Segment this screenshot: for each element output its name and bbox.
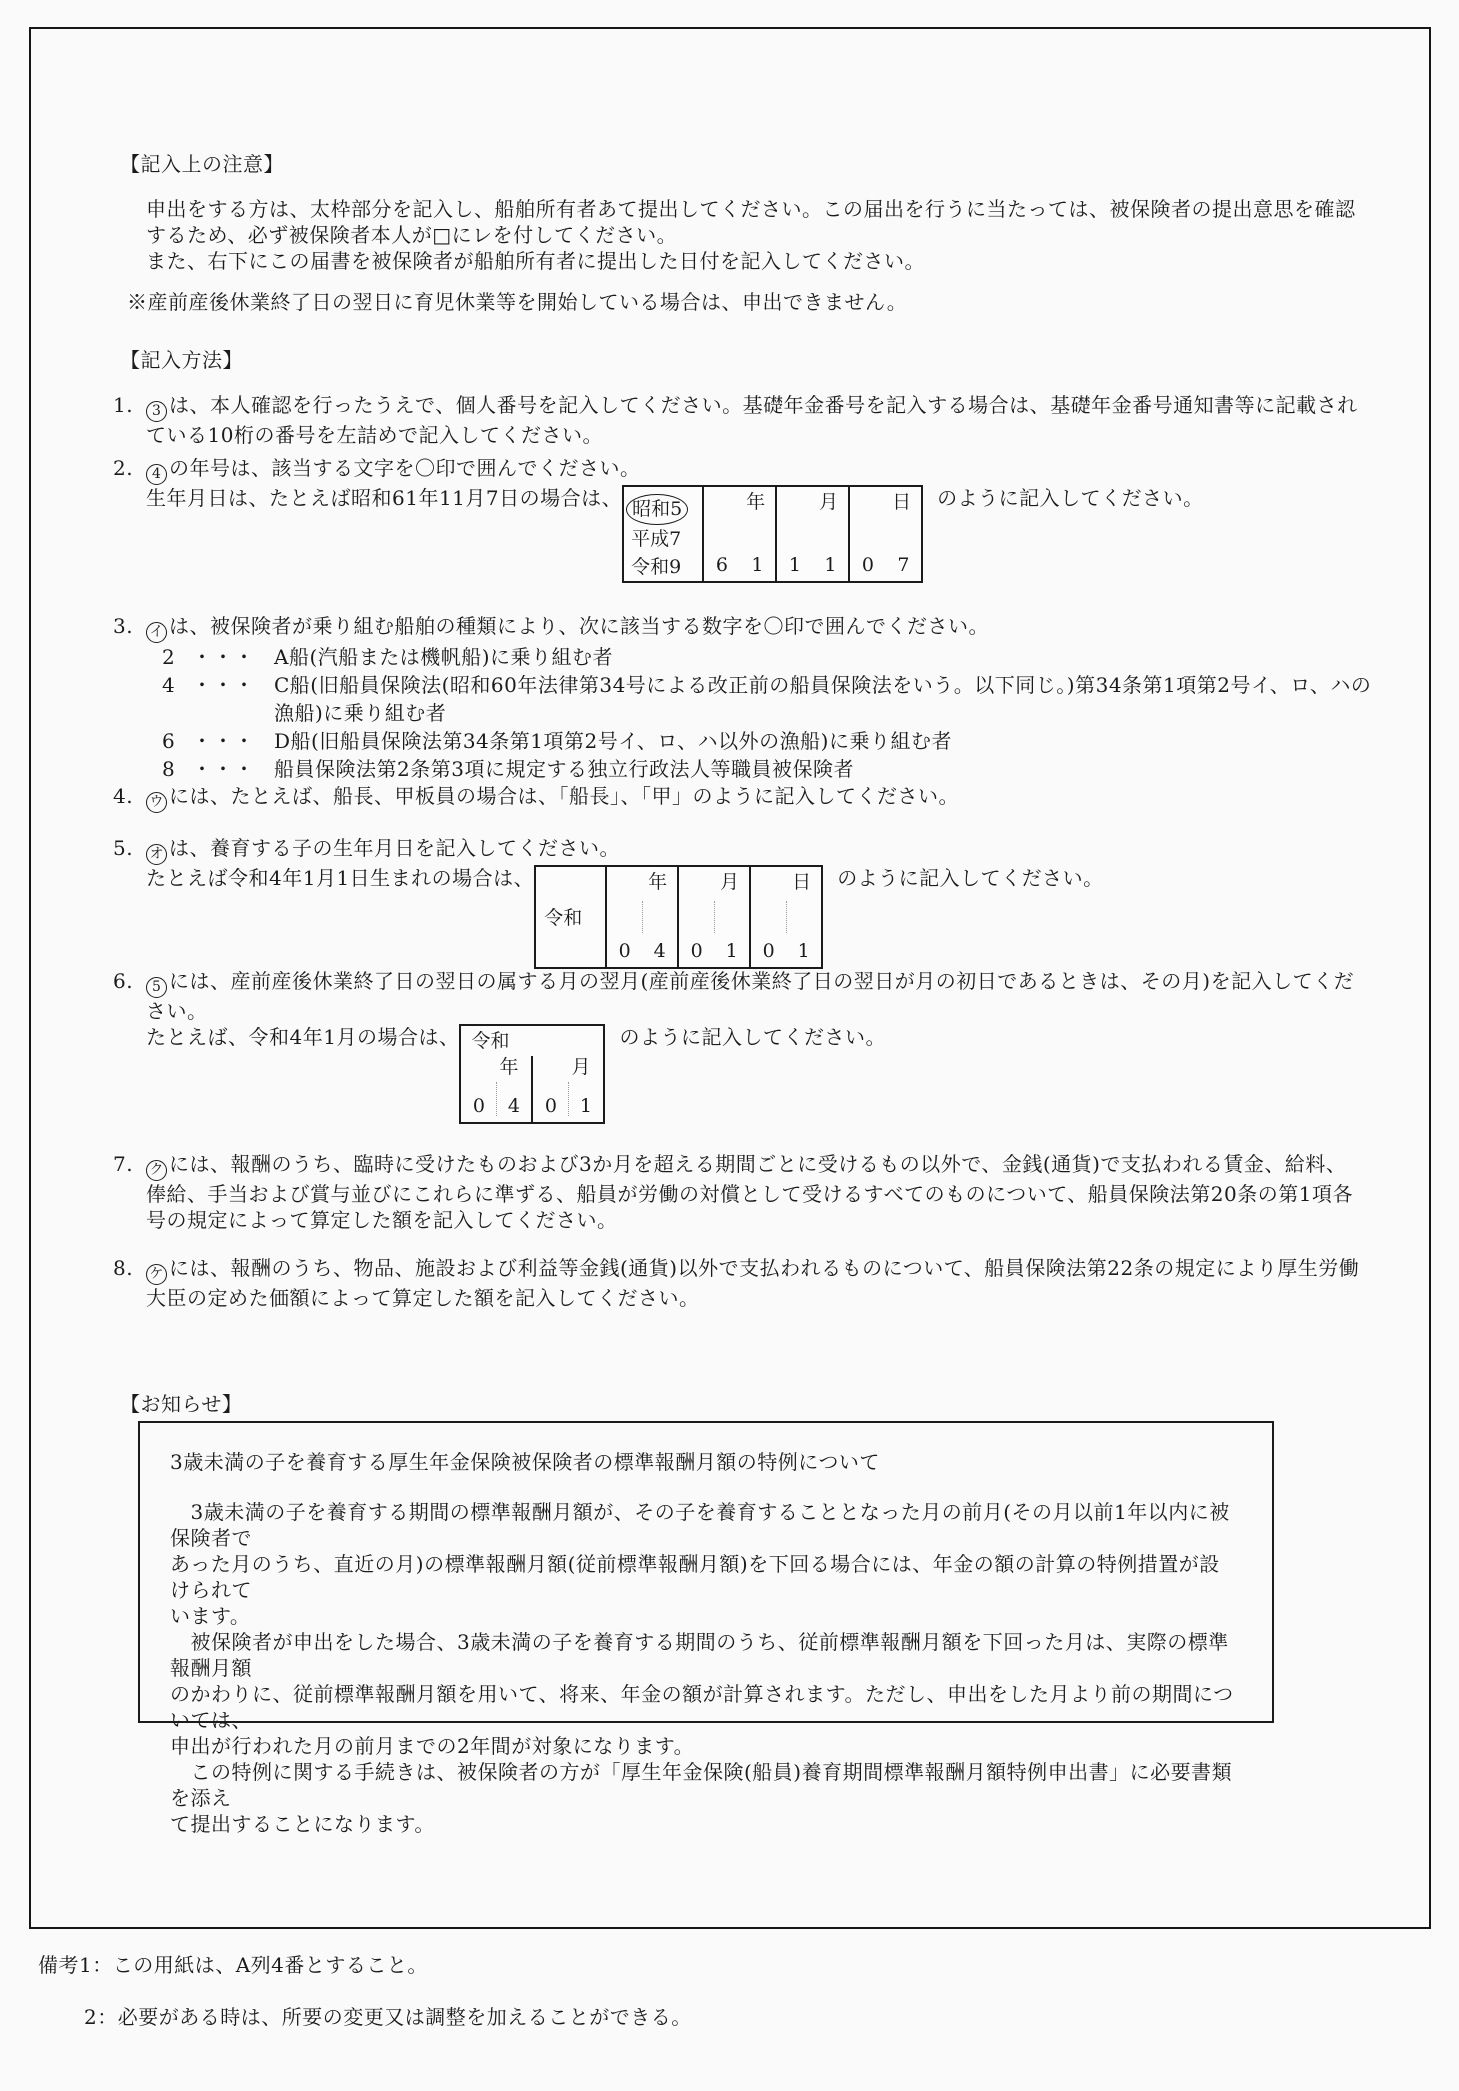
item-body: [146, 455, 1398, 583]
era-column: [624, 487, 702, 581]
option-number: 6: [162, 728, 176, 753]
item-text: 号の規定によって算定した額を記入してください。: [146, 1207, 618, 1232]
item-body: [146, 392, 1398, 448]
year-column: [605, 867, 677, 967]
item-text: 生年月日は、たとえば昭和61年11月7日の場合は、: [146, 485, 623, 510]
option-text: C船(旧船員保険法(昭和60年法律第34号による改正前の船員保険法をいう。以下同じ。)第34条第1項第2号イ、ロ、ハの 漁船)に乗り組む者: [274, 672, 1372, 725]
circled-marker-ke: ケ: [146, 1264, 167, 1285]
month-column: [531, 1056, 603, 1122]
item-text: のように記入してください。: [619, 1024, 886, 1049]
digit: 0: [544, 1094, 557, 1117]
caution-note: ※産前産後休業終了日の翌日に育児休業等を開始している場合は、申出できません。: [127, 290, 908, 314]
item-text: には、報酬のうち、臨時に受けたものおよび3か月を超える期間ごとに受けるもの以外で、金銭(通貨)で支払われる賃金、給料、: [169, 1152, 1347, 1176]
option-number: 4: [162, 672, 176, 697]
item-text: のように記入してください。: [937, 485, 1204, 510]
month-label: 月: [819, 490, 839, 513]
circled-marker-ku: ク: [146, 1160, 167, 1181]
item-number: 4.: [113, 784, 134, 808]
digit: 7: [897, 553, 910, 576]
circled-marker-3: 3: [146, 401, 167, 422]
item-number: 6.: [113, 969, 134, 993]
digit: 0: [762, 939, 775, 962]
item-number: 7.: [113, 1152, 134, 1176]
digit: 0: [861, 553, 874, 576]
method-item-1: [113, 392, 1398, 448]
option-text: 船員保険法第2条第3項に規定する独立行政法人等職員被保険者: [274, 756, 854, 781]
notice-line: この特例に関する手続きは、被保険者の方が「厚生年金保険(船員)養育期間標準報酬月額特例申出書」に必要書類を添え: [170, 1760, 1233, 1810]
notes-header: 【記入上の注意】: [120, 152, 284, 176]
item-text: たとえば、令和4年1月の場合は、: [146, 1024, 460, 1049]
item-text: には、産前産後休業終了日の翌日の属する月の翌月(産前産後休業終了日の翌日が月の初日であるときは、その月)を記入してくだ: [169, 969, 1355, 993]
notice-line: 3歳未満の子を養育する期間の標準報酬月額が、その子を養育することとなった月の前月(その月以前1年以内に被保険者で: [170, 1500, 1230, 1550]
item-body: [146, 835, 1398, 969]
item-text: のように記入してください。: [837, 865, 1104, 890]
month-label: 月: [720, 870, 740, 893]
day-column: [848, 487, 921, 581]
method-item-2: [113, 455, 1398, 583]
digit: 0: [618, 939, 631, 962]
method-header: 【記入方法】: [120, 348, 243, 372]
ship-type-option: [146, 755, 1398, 783]
era-column: [536, 867, 605, 967]
notes-line: 申出をする方は、太枠部分を記入し、船舶所有者あて提出してください。この届出を行うに当たっては、被保険者の提出意思を確認: [146, 197, 1356, 221]
item-text: は、被保険者が乗り組む船舶の種類により、次に該当する数字を〇印で囲んでください。: [169, 614, 989, 638]
item-number: 5.: [113, 836, 134, 860]
item-body: [146, 783, 1398, 813]
digit: 1: [788, 553, 801, 576]
era-reiwa: 令和9: [631, 555, 682, 578]
digit: 0: [690, 939, 703, 962]
notice-line: て提出することになります。: [170, 1812, 435, 1836]
digit: 4: [653, 939, 666, 962]
item-number: 1.: [113, 393, 134, 417]
option-text: D船(旧船員保険法第34条第1項第2号イ、ロ、ハ以外の漁船)に乗り組む者: [274, 728, 952, 753]
era-reiwa: 令和: [544, 907, 583, 929]
digit: 1: [824, 553, 837, 576]
digit: 1: [751, 553, 764, 576]
notice-box: [138, 1421, 1274, 1836]
circled-marker-4: 4: [146, 464, 167, 485]
month-column: [677, 867, 749, 967]
notice-title: 3歳未満の子を養育する厚生年金保険被保険者の標準報酬月額の特例について: [170, 1450, 880, 1474]
item-text: 俸給、手当および賞与並びにこれらに準ずる、船員が労働の対償として受けるすべてのものについて、船員保険法第20条の第1項各: [146, 1181, 1353, 1206]
digit: 1: [797, 939, 810, 962]
digit: 1: [579, 1094, 592, 1117]
circled-marker-5: 5: [146, 977, 167, 998]
item-number: 3.: [113, 614, 134, 638]
circled-era-showa: 昭和5: [626, 494, 688, 525]
digit: 4: [507, 1094, 520, 1117]
ship-type-option: [146, 643, 1398, 671]
circled-marker-i: イ: [146, 622, 167, 643]
notice-line: 申出が行われた月の前月までの2年間が対象になります。: [170, 1734, 695, 1758]
remark-line-2: 2：必要がある時は、所要の変更又は調整を加えることができる。: [84, 2005, 692, 2029]
notice-line: 被保険者が申出をした場合、3歳未満の子を養育する期間のうち、従前標準報酬月額を下回った月は、実際の標準報酬月額: [170, 1630, 1229, 1680]
example-line: [146, 1024, 1398, 1124]
method-item-8: [113, 1255, 1398, 1311]
notice-line: のかわりに、従前標準報酬月額を用いて、将来、年金の額が計算されます。ただし、申出をした月より前の期間については、: [170, 1682, 1234, 1732]
circled-marker-u: ウ: [146, 792, 167, 813]
remark-line-1: 備考1：この用紙は、A列4番とすること。: [38, 1953, 428, 1977]
day-column: [749, 867, 821, 967]
remarks: [38, 1952, 692, 2030]
child-birthdate-example-box: [534, 865, 823, 969]
notice-line: います。: [170, 1604, 251, 1628]
ship-type-option: [146, 727, 1398, 755]
option-dots: ・・・: [192, 672, 255, 697]
year-label: 年: [746, 490, 766, 513]
method-item-6: [113, 968, 1398, 1124]
year-column: [461, 1056, 531, 1122]
item-body: [146, 1151, 1398, 1233]
item-text: は、養育する子の生年月日を記入してください。: [169, 836, 620, 860]
method-item-3: [113, 613, 1398, 783]
day-label: 日: [892, 490, 912, 513]
item-number: 8.: [113, 1256, 134, 1280]
option-dots: ・・・: [192, 728, 255, 753]
option-text: A船(汽船または機帆船)に乗り組む者: [274, 644, 614, 669]
item-text: 大臣の定めた価額によって算定した額を記入してください。: [146, 1285, 700, 1310]
item-body: [146, 613, 1398, 783]
option-number: 8: [162, 756, 176, 781]
digit: 6: [715, 553, 728, 576]
digit: 1: [725, 939, 738, 962]
item-text: には、たとえば、船長、甲板員の場合は、「船長」、「甲」のように記入してください。: [169, 784, 959, 808]
item-body: [146, 1255, 1398, 1311]
notice-line: あった月のうち、直近の月)の標準報酬月額(従前標準報酬月額)を下回る場合には、年金の額の計算の特例措置が設けられて: [170, 1552, 1220, 1602]
item-text: たとえば令和4年1月1日生まれの場合は、: [146, 865, 535, 890]
ship-type-option: [146, 671, 1398, 727]
option-number: 2: [162, 644, 176, 669]
year-label: 年: [499, 1055, 519, 1078]
item-number: 2.: [113, 456, 134, 480]
item-text: さい。: [146, 998, 208, 1023]
method-item-7: [113, 1151, 1398, 1233]
item-text: は、本人確認を行ったうえで、個人番号を記入してください。基礎年金番号を記入する場合は、基礎年金番号通知書等に記載され: [169, 393, 1358, 417]
month-label: 月: [571, 1055, 591, 1078]
digit: 0: [472, 1094, 485, 1117]
era-heisei: 平成7: [631, 527, 682, 550]
notes-paragraph: [146, 196, 1356, 274]
year-month-example-box: [459, 1024, 605, 1124]
month-column: [775, 487, 848, 581]
era-reiwa: 令和: [471, 1029, 510, 1052]
method-item-4: [113, 783, 1398, 813]
option-dots: ・・・: [192, 756, 255, 781]
birthdate-example-box: [622, 485, 923, 583]
year-label: 年: [648, 870, 668, 893]
notice-header: 【お知らせ】: [120, 1392, 243, 1416]
notes-line: するため、必ず被保険者本人が□にレを付してください。: [146, 223, 678, 247]
example-line: [146, 865, 1398, 969]
item-text: には、報酬のうち、物品、施設および利益等金銭(通貨)以外で支払われるものについて、船員保険法第22条の規定により厚生労働: [169, 1256, 1360, 1280]
year-column: [702, 487, 775, 581]
item-text: ている10桁の番号を左詰めで記入してください。: [146, 422, 603, 447]
example-line: [146, 485, 1398, 583]
day-label: 日: [792, 870, 812, 893]
method-item-5: [113, 835, 1398, 969]
notes-line: また、右下にこの届書を被保険者が船舶所有者に提出した日付を記入してください。: [146, 249, 925, 273]
circled-marker-o: オ: [146, 844, 167, 865]
item-text: の年号は、該当する文字を〇印で囲んでください。: [169, 456, 641, 480]
item-body: [146, 968, 1398, 1124]
option-dots: ・・・: [192, 644, 255, 669]
